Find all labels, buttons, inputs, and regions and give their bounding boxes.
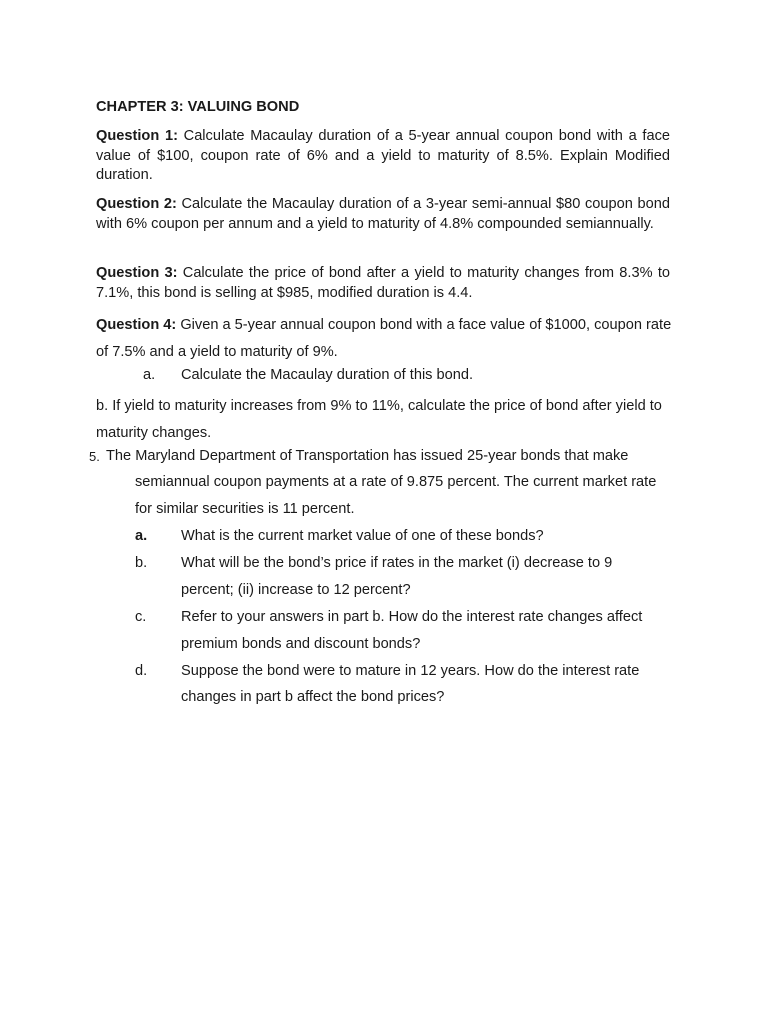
question-5-part-c-letter: c.	[135, 609, 147, 625]
question-3-label: Question 3:	[96, 265, 178, 281]
question-5-line-3: for similar securities is 11 percent.	[135, 501, 355, 517]
question-4-part-b: b. If yield to maturity increases from 9% to 11%, calculate the price of bond after yield to maturity changes.	[96, 398, 662, 441]
chapter-title: CHAPTER 3: VALUING BOND	[96, 99, 300, 115]
question-4-text: Given a 5-year annual coupon bond with a face value of $1000, coupon rate of 7.5% and a yield to maturity of 9%.	[96, 317, 672, 360]
question-5-part-c-text: Refer to your answers in part b. How do the interest rate changes affect	[181, 609, 643, 625]
question-5-part-a-text: What is the current market value of one of these bonds?	[181, 528, 544, 544]
question-5-number: 5.	[89, 449, 100, 464]
question-5-part-b-letter: b.	[135, 555, 148, 571]
question-3-text: Calculate the price of bond after a yield to maturity changes from 8.3% to 7.1%, this bond is selling at $985, modified duration is 4.4.	[96, 265, 670, 301]
question-5-part-d-text-cont: changes in part b affect the bond prices?	[181, 689, 445, 705]
question-1-label: Question 1:	[96, 128, 178, 144]
question-5-part-a-letter: a.	[135, 528, 148, 544]
question-4-label: Question 4:	[96, 317, 177, 333]
question-1-text: Calculate Macaulay duration of a 5-year annual coupon bond with a face value of $100, coupon rate of 6% and a yield to maturity of 8.5%. Explain Modified duration.	[96, 128, 670, 183]
question-5-part-d-letter: d.	[135, 663, 148, 679]
question-2	[96, 195, 670, 234]
question-4	[96, 312, 676, 366]
question-4-part-a-text: Calculate the Macaulay duration of this bond.	[181, 367, 474, 383]
question-2-label: Question 2:	[96, 196, 177, 212]
question-5-line-1: The Maryland Department of Transportation has issued 25-year bonds that make	[106, 448, 629, 464]
question-1	[96, 127, 670, 186]
question-5-line-2: semiannual coupon payments at a rate of 9.875 percent. The current market rate	[135, 474, 657, 490]
question-5-part-c-text-cont: premium bonds and discount bonds?	[181, 636, 421, 652]
question-5-part-d-text: Suppose the bond were to mature in 12 years. How do the interest rate	[181, 663, 640, 679]
question-5-part-b-text: What will be the bond’s price if rates in the market (i) decrease to 9	[181, 555, 613, 571]
question-5-part-b-text-cont: percent; (ii) increase to 12 percent?	[181, 582, 411, 598]
question-3	[96, 264, 670, 303]
question-4-part-a-letter: a.	[143, 367, 156, 383]
question-4-part-a	[143, 366, 474, 386]
question-2-text: Calculate the Macaulay duration of a 3-year semi-annual $80 coupon bond with 6% coupon per annum and a yield to maturity of 4.8% compounded semiannually.	[96, 196, 670, 232]
